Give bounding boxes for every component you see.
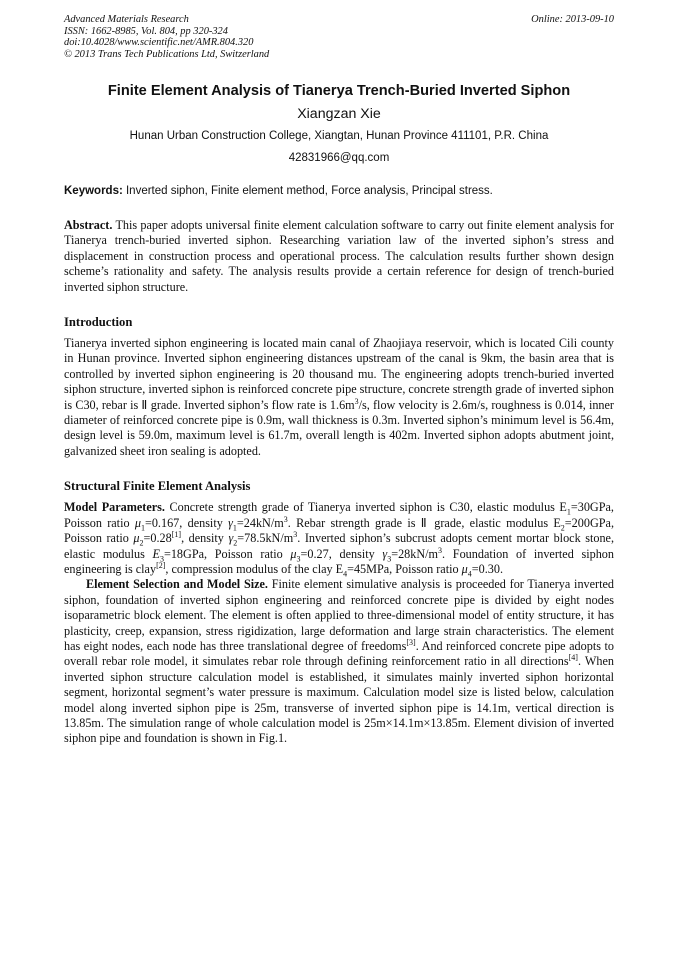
keywords-label: Keywords: — [64, 185, 123, 197]
mp-sub: 1 — [566, 507, 571, 517]
journal-name: Advanced Materials Research — [64, 14, 189, 25]
paper-title: Finite Element Analysis of Tianerya Trench-Buried Inverted Siphon — [107, 83, 571, 99]
mp-sub: 2 — [233, 538, 238, 548]
mp-text: , density — [181, 531, 229, 546]
mp-text: =45MPa, Poisson ratio — [347, 561, 462, 576]
introduction-heading: Introduction — [64, 315, 133, 330]
author-name: Xiangzan Xie — [297, 106, 381, 122]
model-parameters-label: Model Parameters. — [64, 500, 165, 515]
mu-symbol: μ — [133, 531, 140, 546]
mu-symbol: μ — [461, 561, 468, 576]
author-affiliation: Hunan Urban Construction College, Xiangtan, Hunan Province 411101, P.R. China — [129, 130, 549, 142]
mp-text: Concrete strength grade of Tianerya inverted siphon is C30, elastic modulus E — [164, 500, 567, 515]
mu-symbol: μ — [290, 546, 297, 561]
citation-ref[interactable]: [4] — [568, 653, 578, 663]
mp-sub: 4 — [343, 569, 348, 579]
element-selection-label: Element Selection and Model Size. — [86, 577, 268, 592]
author-email[interactable]: 42831966@qq.com — [288, 152, 390, 164]
mp-text: =78.5kN/m — [237, 531, 294, 546]
es-text: Finite element simulative analysis is proceeded for Tianerya inverted siphon, foundation of inverted siphon engineering and reinforced concrete pipe is divided by eight nodes isoparametric block element. The element is often applied to three-dimensional model of entity structure, it has plasticity, creep, expansion, stress rigidization, large deformation and large strain characteristics. The element has eight nodes, each node has three translational degree of freedoms — [64, 577, 614, 653]
mp-sub: 2 — [139, 538, 144, 548]
model-parameters-paragraph — [64, 500, 614, 577]
intro-sup: 3 — [354, 396, 359, 406]
introduction-paragraph — [64, 336, 614, 459]
abstract — [64, 218, 614, 295]
mp-sub: 2 — [560, 523, 565, 533]
abstract-label: Abstract. — [64, 218, 113, 232]
mp-text: =30GPa, Poisson ratio — [64, 500, 614, 530]
intro-text-1: Tianerya inverted siphon engineering is located main canal of Zhaojiaya reservoir, which is located Cili county in Hunan province. Inverted siphon engineering distances upstream of the canal is 9km, the basin area that is controlled by inverted siphon engineering is 20 thousand mu. The engineering adopts trench-buried inverted siphon structure, inverted siphon is reinforced concrete pipe structure, concrete strength grade of inverted siphon is C30, rebar is Ⅱ grade. Inverted siphon’s flow rate is 1.6m — [64, 336, 614, 412]
mp-sup: 3 — [283, 514, 288, 524]
issn-line: ISSN: 1662-8985, Vol. 804, pp 320-324 — [64, 25, 228, 37]
mp-text: =200GPa, Poisson ratio — [64, 515, 614, 546]
mp-sub: 1 — [140, 523, 145, 533]
mp-sub: 1 — [232, 523, 237, 533]
mp-text: =0.27, density — [300, 546, 383, 561]
mp-text: , compression modulus of the clay E — [165, 561, 344, 576]
mp-text: . Rebar strength grade is Ⅱ grade, elastic modulus E — [287, 515, 561, 530]
mp-sub: 3 — [296, 553, 301, 563]
paper-page — [64, 14, 614, 747]
keywords-text: Inverted siphon, Finite element method, Force analysis, Principal stress. — [122, 185, 493, 197]
citation-ref[interactable]: [1] — [171, 530, 182, 540]
doi-line[interactable]: doi:10.4028/www.scientific.net/AMR.804.320 — [64, 37, 254, 48]
online-date: Online: 2013-09-10 — [531, 14, 614, 25]
gamma-symbol: γ — [228, 515, 233, 530]
journal-header — [64, 14, 614, 60]
citation-ref[interactable]: [2] — [156, 560, 166, 570]
mp-sub: 3 — [387, 553, 392, 563]
es-text: . When inverted siphon structure calculation model is established, it simulates mainly inverted siphon horizontal segment, horizontal segment’s water pressure is maximum. Calculation model size is listed below, calculation model along inverted siphon pipe is 25m, transverse of inverted siphon pipe is 14.1m, vertical direction is 13.85m. The simulation range of whole calculation model is 25m×14.1m×13.85m. Element division of inverted siphon pipe and foundation is shown in Fig.1. — [64, 654, 614, 746]
mp-text: =24kN/m — [236, 515, 284, 530]
mp-text: =18GPa, Poisson ratio — [163, 546, 291, 561]
mp-sup: 3 — [293, 530, 298, 540]
mp-text: =0.167, density — [144, 515, 229, 530]
mp-text: . Inverted siphon’s subcrust adopts cement mortar block stone, elastic modulus — [64, 531, 615, 561]
mp-sub: 4 — [467, 569, 472, 579]
citation-ref[interactable]: [3] — [406, 637, 416, 647]
mp-sup: 3 — [438, 545, 443, 555]
mp-sub: 3 — [159, 553, 164, 563]
mp-text: . Foundation of inverted siphon engineering is clay — [64, 546, 614, 576]
mp-text: =0.28 — [143, 531, 172, 546]
mp-text: =0.30. — [471, 561, 504, 576]
es-text: . And reinforced concrete pipe adopts to overall rebar role model, it simulates rebar role through defining reinforcement ratio in all directions — [64, 638, 614, 669]
abstract-text: This paper adopts universal finite element calculation software to carry out finite element analysis for Tianerya trench-buried inverted siphon. Researching variation law of the inverted siphon’s stress and displacement in construction process and operational process. The calculation results further shown design scheme’s rationality and safety. The analysis results provide a certain reference for design of trench-buried inverted siphon structure. — [64, 218, 614, 294]
e-symbol: E — [152, 546, 160, 561]
copyright-line: © 2013 Trans Tech Publications Ltd, Switzerland — [64, 48, 270, 60]
mp-text: =28kN/m — [391, 546, 439, 561]
element-selection-paragraph — [64, 577, 614, 746]
intro-text-2: /s, flow velocity is 2.6m/s, roughness is 0.014, inner diameter of reinforced concrete pipe is 0.9m, wall thickness is 0.3m. Inverted siphon’s minimum level is 56.4m, design level is 59.0m, maximum level is 61.7m, overall length is 402m. Inverted siphon adopts abutment joint, galvanized sheet iron sealing is adopted. — [64, 397, 614, 458]
mu-symbol: μ — [134, 515, 141, 530]
gamma-symbol: γ — [382, 546, 388, 561]
section-heading-fea: Structural Finite Element Analysis — [64, 479, 251, 494]
keywords — [64, 184, 614, 198]
gamma-symbol: γ — [228, 531, 234, 546]
